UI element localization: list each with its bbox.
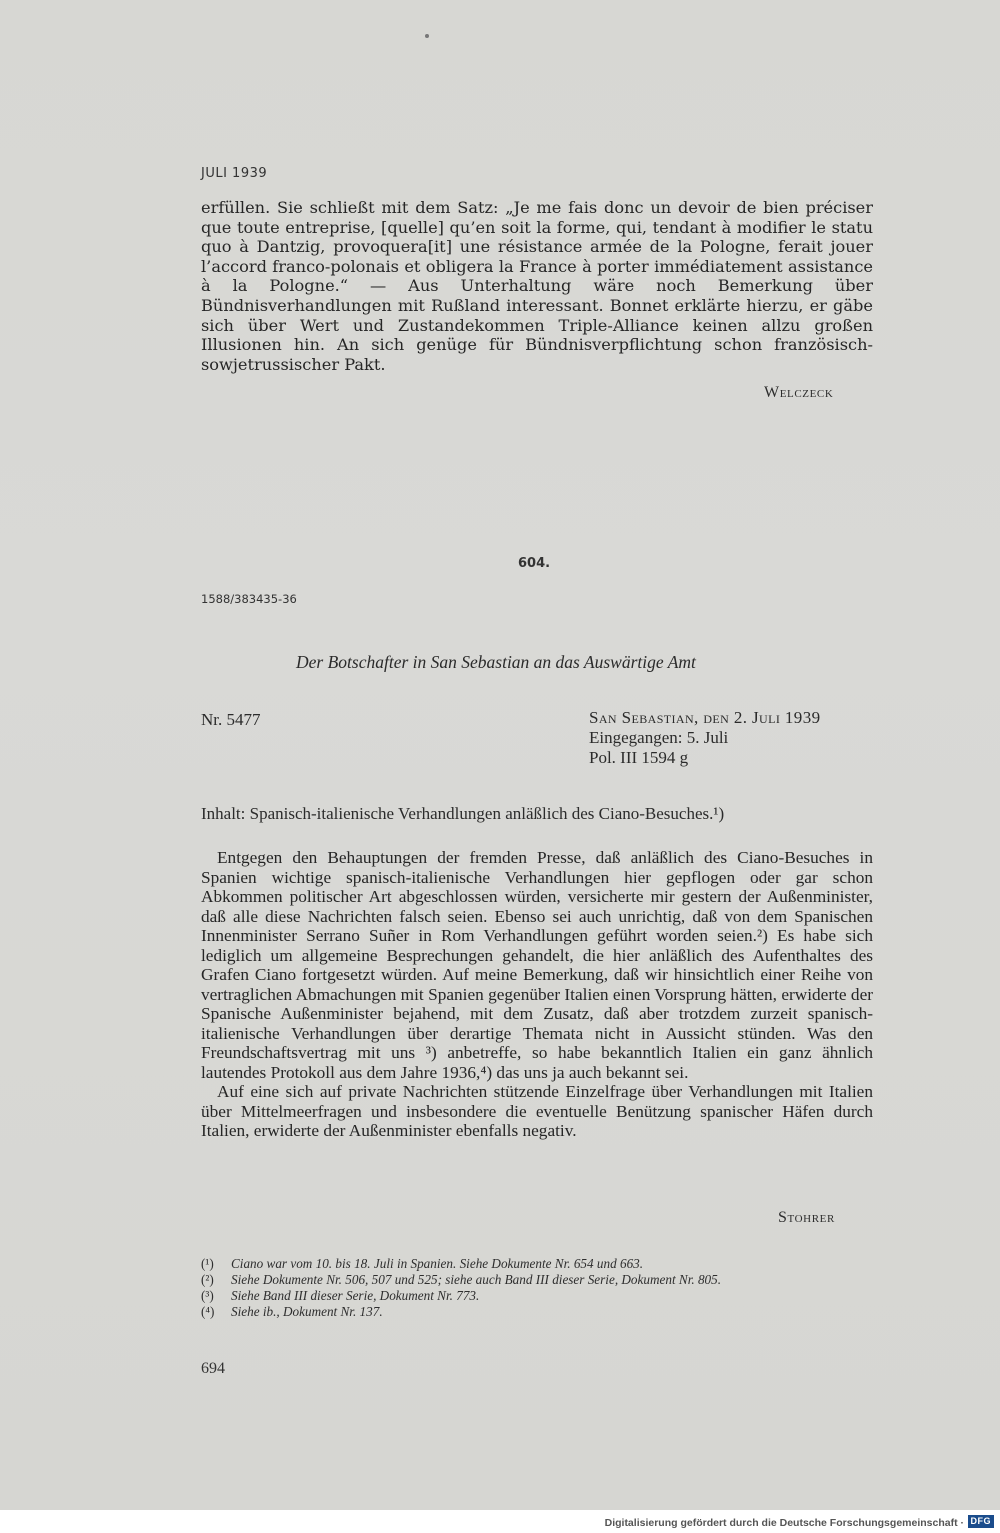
footnote-mark: (²) bbox=[201, 1272, 214, 1287]
footnote-text: Siehe ib., Dokument Nr. 137. bbox=[231, 1304, 383, 1319]
body-paragraph: Entgegen den Behauptungen der fremden Presse, daß anläßlich des Ciano-Besuches in Spanien wichtige spanisch-italienische Verhandlungen hier gepflogen oder gar schon Abkommen politischer Art abgeschlossen würden, versicherte mir gestern der Außenminister, daß alle diese Nachrichten falsch seien. Ebenso sei auch unrichtig, daß von dem Spanischen Innenminister Serrano Suñer in Rom Verhandlungen geführt worden seien.²) Es habe sich lediglich um allgemeine Besprechungen gehandelt, die hier anläßlich des Aufenthaltes des Grafen Ciano fortgesetzt würden. Auf meine Bemerkung, daß wir hinsichtlich einer Reihe von vertraglichen Abmachungen mit Spanien gegenüber Italien einen Vorsprung hätten, erwiderte der Spanische Außenminister bejahend, mit dem Zusatz, daß aber trotzdem zurzeit spanisch-italienische Verhandlungen über derartige Themata nicht in Aussicht stünden. Was den Freundschaftsvertrag mit uns ³) anbetreffe, so habe bekanntlich Italien ein ganz ähnlich lautendes Protokoll aus dem Jahre 1936,⁴) das uns ja auch bekannt sei. bbox=[201, 848, 873, 1082]
footnote bbox=[201, 1256, 891, 1272]
subject-line: Inhalt: Spanisch-italienische Verhandlungen anläßlich des Ciano-Besuches.¹) bbox=[201, 804, 725, 823]
funding-credit: Digitalisierung gefördert durch die Deutsche Forschungsgemeinschaft · bbox=[604, 1517, 964, 1529]
reference-number: Nr. 5477 bbox=[201, 710, 261, 729]
footnote-mark: (¹) bbox=[201, 1256, 214, 1271]
date-block bbox=[589, 708, 821, 768]
dfg-logo: DFG bbox=[968, 1515, 995, 1528]
footnote bbox=[201, 1304, 891, 1320]
body-text bbox=[201, 848, 873, 1141]
document-number: 604. bbox=[518, 556, 551, 571]
received-date: Eingegangen: 5. Juli bbox=[589, 728, 729, 747]
document-title: Der Botschafter in San Sebastian an das Auswärtige Amt bbox=[296, 652, 696, 672]
footnote-text: Siehe Band III dieser Serie, Dokument Nr. 773. bbox=[231, 1288, 480, 1303]
digitization-footer bbox=[0, 1510, 1000, 1533]
footnote-text: Siehe Dokumente Nr. 506, 507 und 525; siehe auch Band III dieser Serie, Dokument Nr. 805. bbox=[231, 1272, 722, 1287]
footnote-mark: (³) bbox=[201, 1288, 214, 1303]
running-head: JULI 1939 bbox=[201, 166, 268, 181]
ink-speck bbox=[425, 34, 429, 38]
footnote-text: Ciano war vom 10. bis 18. Juli in Spanien. Siehe Dokumente Nr. 654 und 663. bbox=[231, 1256, 644, 1271]
place-date: San Sebastian, den 2. Juli 1939 bbox=[589, 708, 821, 727]
film-number: 1588/383435-36 bbox=[201, 592, 297, 606]
page-number: 694 bbox=[201, 1360, 225, 1377]
footnote-mark: (⁴) bbox=[201, 1304, 215, 1319]
signature-welczeck: Welczeck bbox=[764, 384, 834, 401]
body-paragraph: Auf eine sich auf private Nachrichten stützende Einzelfrage über Verhandlungen mit Italien über Mittelmeerfragen und insbesondere die eventuelle Benützung spanischer Häfen durch Italien, erwiderte der Außenminister ebenfalls negativ. bbox=[201, 1082, 873, 1140]
footnotes bbox=[201, 1256, 891, 1320]
file-reference: Pol. III 1594 g bbox=[589, 748, 689, 767]
footnote bbox=[201, 1288, 891, 1304]
footnote bbox=[201, 1272, 891, 1288]
continuation-paragraph: erfüllen. Sie schließt mit dem Satz: „Je me fais donc un devoir de bien préciser que toute entreprise, [quelle] qu’en soit la forme, qui, tendant à modifier le statu quo à Dantzig, provoquera[it] une résistance armée de la Pologne, ferait jouer l’accord franco-polonais et obligera la France à porter immédiatement assistance à la Pologne.“ — Aus Unterhaltung wäre noch Bemerkung über Bündnisverhandlungen mit Rußland interessant. Bonnet erklärte hierzu, er gäbe sich über Wert und Zustandekommen Triple-Alliance keinen allzu großen Illusionen hin. An sich genüge für Bündnisverpflichtung schon französisch-sowjetrussischer Pakt. bbox=[201, 198, 873, 374]
signature-stohrer: Stohrer bbox=[778, 1209, 835, 1226]
